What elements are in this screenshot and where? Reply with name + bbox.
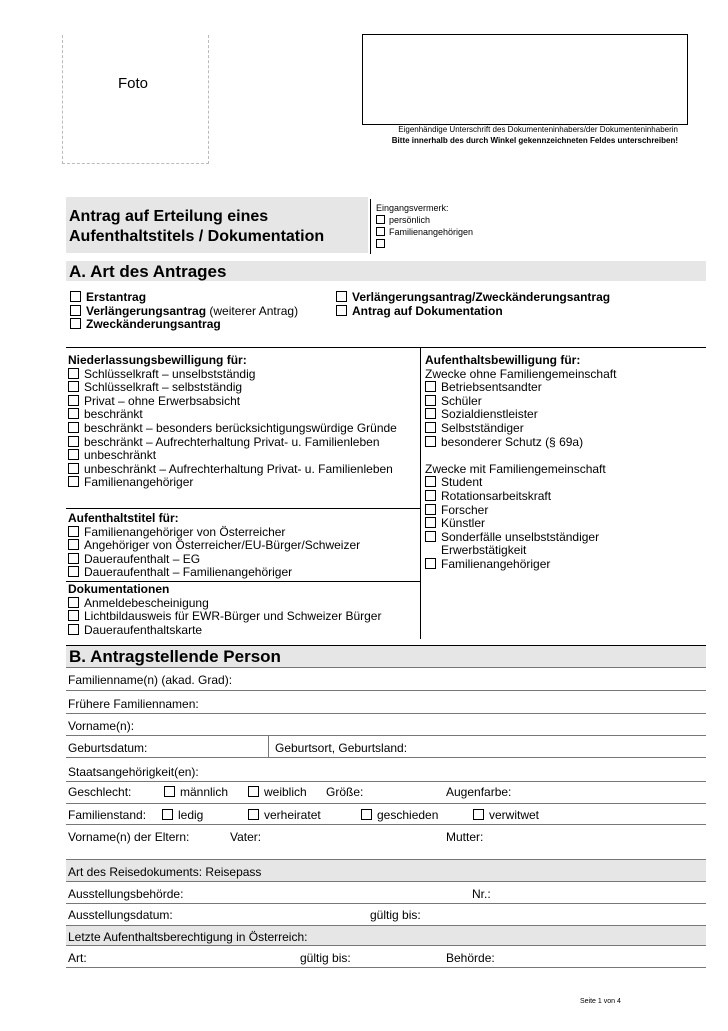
- ab-item[interactable]: Familienangehöriger: [425, 558, 616, 572]
- title-divider: [370, 199, 371, 254]
- ab-item[interactable]: Rotationsarbeitskraft: [425, 490, 616, 504]
- option-verheiratet[interactable]: verheiratet: [248, 809, 321, 823]
- section-a-title: A. Art des Antrages: [69, 262, 227, 281]
- ab-item[interactable]: Künstler: [425, 517, 616, 531]
- checkbox[interactable]: [376, 227, 385, 236]
- ab-item[interactable]: Betriebsentsandter: [425, 381, 616, 395]
- nl-item[interactable]: Schlüsselkraft – selbstständig: [68, 381, 397, 395]
- niederlassung-block: [68, 354, 397, 490]
- option-weiblich[interactable]: weiblich: [248, 786, 307, 800]
- dok-item[interactable]: Lichtbildausweis für EWR-Bürger und Schweizer Bürger: [68, 610, 381, 624]
- checkbox[interactable]: [248, 809, 259, 820]
- nl-item[interactable]: beschränkt – besonders berücksichtigungswürdige Gründe: [68, 422, 397, 436]
- checkbox[interactable]: [68, 539, 79, 550]
- eingang-familienangehoerige[interactable]: Familienangehörigen: [376, 226, 473, 238]
- eltern-label: Vorname(n) der Eltern:: [68, 830, 190, 844]
- checkbox[interactable]: [336, 305, 347, 316]
- checkbox[interactable]: [336, 291, 347, 302]
- checkbox[interactable]: [68, 436, 79, 447]
- geburtsort-field[interactable]: Geburtsort, Geburtsland:: [275, 741, 408, 755]
- at-item[interactable]: Daueraufenthalt – EG: [68, 553, 360, 567]
- ab-item[interactable]: Forscher: [425, 504, 616, 518]
- at-item[interactable]: Angehöriger von Österreicher/EU-Bürger/Schweizer: [68, 539, 360, 553]
- nl-item[interactable]: unbeschränkt: [68, 449, 397, 463]
- ab-item[interactable]: Sonderfälle unselbstständiger: [425, 531, 616, 545]
- option-erstantrag[interactable]: Erstantrag: [70, 291, 298, 305]
- checkbox[interactable]: [425, 395, 436, 406]
- checkbox[interactable]: [68, 449, 79, 460]
- option-antrag-dokumentation[interactable]: Antrag auf Dokumentation: [336, 305, 610, 319]
- section-b-title: B. Antragstellende Person: [69, 647, 281, 666]
- nr-field[interactable]: Nr.:: [472, 887, 491, 901]
- checkbox[interactable]: [164, 786, 175, 797]
- letzte-berechtigung-label: Letzte Aufenthaltsberechtigung in Österreich:: [68, 930, 308, 944]
- groesse-field[interactable]: Größe:: [326, 785, 364, 799]
- nl-item[interactable]: beschränkt: [68, 408, 397, 422]
- nl-item[interactable]: Schlüsselkraft – unselbstständig: [68, 368, 397, 382]
- group2-heading: Zwecke mit Familiengemeinschaft: [425, 461, 606, 476]
- familienname-field[interactable]: Familienname(n) (akad. Grad):: [68, 673, 233, 687]
- checkbox[interactable]: [70, 291, 81, 302]
- eingang-persoenlich[interactable]: persönlich: [376, 214, 473, 226]
- checkbox[interactable]: [248, 786, 259, 797]
- ausstellungsdatum-field[interactable]: Ausstellungsdatum:: [68, 908, 173, 922]
- aufenthaltsbewilligung-heading: Aufenthaltsbewilligung für:: [425, 353, 581, 367]
- ab-item[interactable]: besonderer Schutz (§ 69a): [425, 436, 616, 450]
- signature-instruction: Eigenhändige Unterschrift des Dokumenteninhabers/der Dokumenteninhaberin Bitte innerhalb des durch Winkel gekennzeichneten Feldes unterschreiben!: [391, 125, 678, 145]
- dok-item[interactable]: Daueraufenthaltskarte: [68, 624, 381, 638]
- option-maennlich[interactable]: männlich: [164, 786, 228, 800]
- niederlassung-heading: Niederlassungsbewilligung für:: [68, 353, 247, 367]
- checkbox[interactable]: [68, 422, 79, 433]
- dokumentationen-heading: Dokumentationen: [68, 582, 170, 596]
- behoerde-field[interactable]: Behörde:: [446, 951, 495, 965]
- eingangsvermerk: [376, 202, 473, 250]
- at-item[interactable]: Familienangehöriger von Österreicher: [68, 526, 360, 540]
- checkbox[interactable]: [425, 381, 436, 392]
- checkbox[interactable]: [68, 381, 79, 392]
- checkbox[interactable]: [425, 436, 436, 447]
- checkbox[interactable]: [425, 504, 436, 515]
- vorname-field[interactable]: Vorname(n):: [68, 719, 135, 733]
- checkbox[interactable]: [425, 517, 436, 528]
- checkbox[interactable]: [425, 408, 436, 419]
- ab-item[interactable]: Schüler: [425, 395, 616, 409]
- antrag-right-options: [336, 291, 610, 318]
- option-verlaengerungsantrag[interactable]: Verlängerungsantrag (weiterer Antrag): [70, 305, 298, 319]
- checkbox[interactable]: [361, 809, 372, 820]
- checkbox[interactable]: [425, 558, 436, 569]
- gueltig-bis-field[interactable]: gültig bis:: [370, 908, 421, 922]
- nl-item[interactable]: Privat – ohne Erwerbsabsicht: [68, 395, 397, 409]
- mutter-field[interactable]: Mutter:: [446, 830, 484, 844]
- aufenthaltsbewilligung-block: [425, 354, 616, 572]
- checkbox[interactable]: [473, 809, 484, 820]
- checkbox[interactable]: [425, 490, 436, 501]
- checkbox[interactable]: [376, 239, 385, 248]
- checkbox[interactable]: [68, 408, 79, 419]
- familienstand-label: Familienstand:: [68, 808, 147, 822]
- aufenthaltstitel-block: [68, 512, 360, 580]
- checkbox[interactable]: [68, 395, 79, 406]
- option-ledig[interactable]: ledig: [162, 809, 203, 823]
- checkbox[interactable]: [68, 526, 79, 537]
- checkbox[interactable]: [68, 566, 79, 577]
- nl-item[interactable]: beschränkt – Aufrechterhaltung Privat- u. Familienleben: [68, 436, 397, 450]
- form-title: Antrag auf Erteilung eines Aufenthaltstitels / Dokumentation: [69, 208, 325, 245]
- staatsangehoerigkeit-field[interactable]: Staatsangehörigkeit(en):: [68, 765, 199, 779]
- ab-item[interactable]: Student: [425, 476, 616, 490]
- checkbox[interactable]: [376, 215, 385, 224]
- option-zweckaenderungsantrag[interactable]: Zweckänderungsantrag: [70, 318, 298, 332]
- option-geschieden[interactable]: geschieden: [361, 809, 438, 823]
- signature-field[interactable]: [362, 34, 688, 125]
- checkbox[interactable]: [425, 476, 436, 487]
- ab-item[interactable]: Selbstständiger: [425, 422, 616, 436]
- geburtsdatum-field[interactable]: Geburtsdatum:: [68, 741, 148, 755]
- photo-label: Foto: [118, 75, 149, 92]
- augenfarbe-field[interactable]: Augenfarbe:: [446, 785, 512, 799]
- antrag-left-options: [70, 291, 298, 332]
- group1-heading: Zwecke ohne Familiengemeinschaft: [425, 366, 617, 381]
- checkbox[interactable]: [425, 531, 436, 542]
- checkbox[interactable]: [425, 422, 436, 433]
- checkbox[interactable]: [68, 463, 79, 474]
- ab-item-continuation: Erwerbstätigkeit: [441, 543, 527, 558]
- checkbox[interactable]: [68, 553, 79, 564]
- checkbox[interactable]: [68, 624, 79, 635]
- checkbox[interactable]: [70, 318, 81, 329]
- page-number: Seite 1 von 4: [580, 998, 621, 1005]
- gueltig-bis2-field[interactable]: gültig bis:: [300, 951, 351, 965]
- ab-item[interactable]: Sozialdienstleister: [425, 408, 616, 422]
- photo-box: [62, 35, 209, 164]
- checkbox[interactable]: [162, 809, 173, 820]
- eingang-blank[interactable]: [376, 238, 473, 250]
- checkbox[interactable]: [68, 368, 79, 379]
- option-verwitwet[interactable]: verwitwet: [473, 809, 539, 823]
- column-divider: [420, 347, 421, 639]
- nl-item[interactable]: Familienangehöriger: [68, 476, 397, 490]
- checkbox[interactable]: [70, 305, 81, 316]
- vater-field[interactable]: Vater:: [230, 830, 262, 844]
- aufenthaltstitel-heading: Aufenthaltstitel für:: [68, 511, 179, 525]
- reisedokument-label: Art des Reisedokuments: Reisepass: [68, 865, 262, 879]
- fruehere-namen-field[interactable]: Frühere Familiennamen:: [68, 697, 199, 711]
- dokumentationen-block: [68, 583, 381, 637]
- checkbox[interactable]: [68, 476, 79, 487]
- option-verlaengerung-zweckaenderung[interactable]: Verlängerungsantrag/Zweckänderungsantrag: [336, 291, 610, 305]
- art-field[interactable]: Art:: [68, 951, 87, 965]
- at-item[interactable]: Daueraufenthalt – Familienangehöriger: [68, 566, 360, 580]
- checkbox[interactable]: [68, 610, 79, 621]
- checkbox[interactable]: [68, 597, 79, 608]
- eingangsvermerk-label: Eingangsvermerk:: [376, 203, 449, 213]
- ausstellungsbehoerde-field[interactable]: Ausstellungsbehörde:: [68, 887, 184, 901]
- nl-item[interactable]: unbeschränkt – Aufrechterhaltung Privat- u. Familienleben: [68, 463, 397, 477]
- dok-item[interactable]: Anmeldebescheinigung: [68, 597, 381, 611]
- geschlecht-label: Geschlecht:: [68, 785, 132, 799]
